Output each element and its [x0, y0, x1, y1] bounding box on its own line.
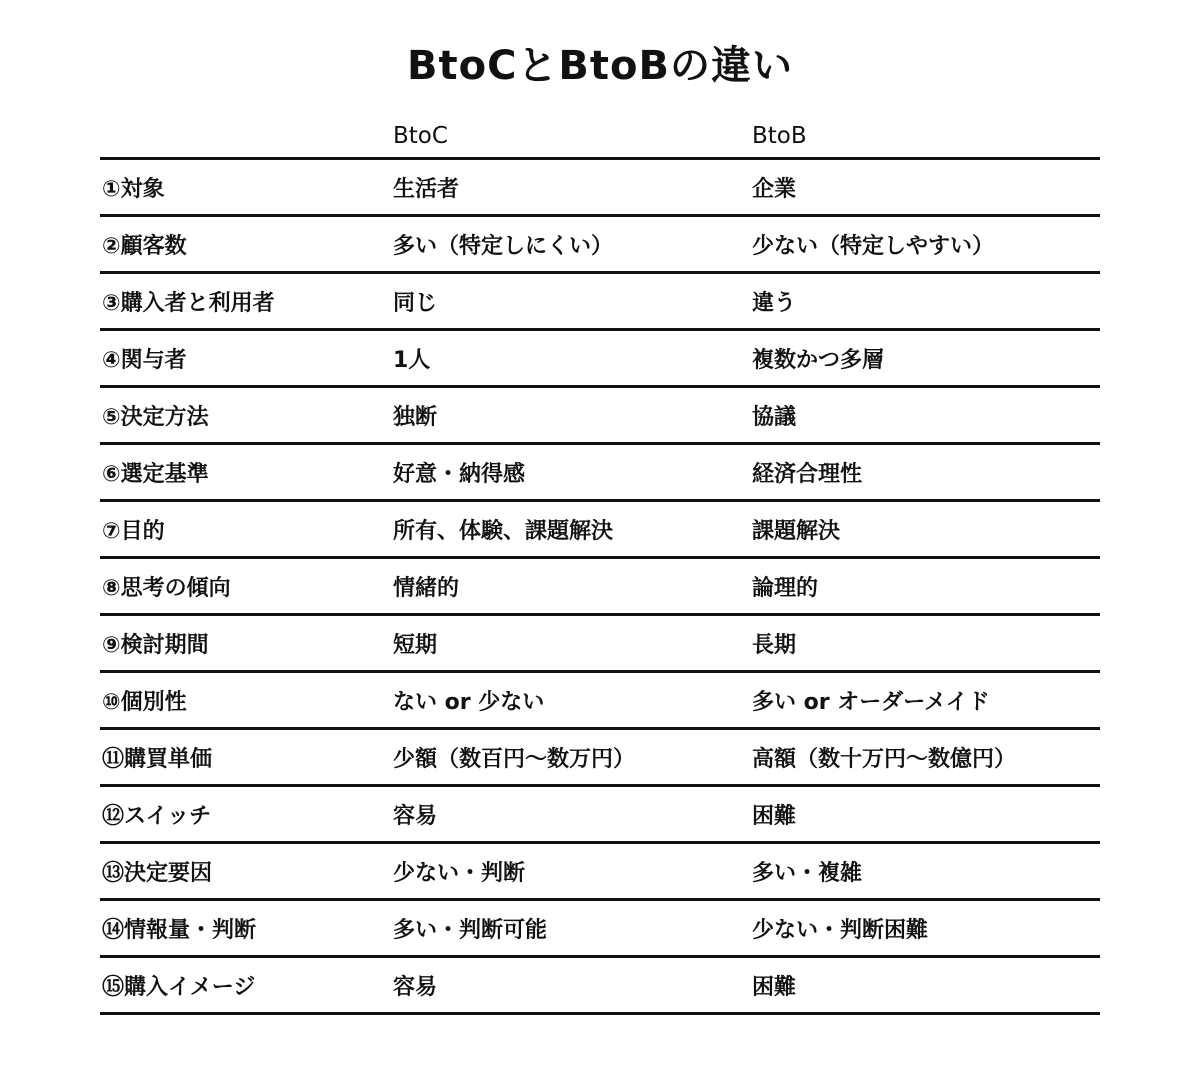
btob-cell: 論理的 — [752, 575, 819, 601]
table-row — [100, 502, 1100, 559]
table-row — [100, 559, 1100, 616]
btoc-cell: 情緒的 — [393, 575, 460, 601]
btoc-cell: 生活者 — [393, 176, 460, 202]
btob-cell: 複数かつ多層 — [752, 347, 885, 373]
table-row — [100, 730, 1100, 787]
table-row — [100, 160, 1100, 217]
btob-cell: 課題解決 — [752, 518, 841, 544]
btob-cell: 多い・複雑 — [752, 860, 863, 886]
btoc-cell: 独断 — [393, 404, 438, 430]
btob-cell: 少ない（特定しやすい） — [752, 233, 995, 259]
btob-cell: 違う — [752, 290, 797, 316]
table-row — [100, 901, 1100, 958]
btoc-cell: 少ない・判断 — [393, 860, 526, 886]
row-label: ⑮購入イメージ — [102, 974, 256, 1000]
btob-cell: 経済合理性 — [752, 461, 863, 487]
row-label: ⑦目的 — [102, 518, 165, 544]
row-label: ⑪購買単価 — [102, 746, 213, 772]
row-label: ①対象 — [102, 176, 165, 202]
table-row — [100, 844, 1100, 901]
btoc-cell: 多い（特定しにくい） — [393, 233, 614, 259]
btoc-cell: 同じ — [393, 290, 438, 316]
row-label: ⑩個別性 — [102, 689, 187, 715]
row-label: ⑭情報量・判断 — [102, 917, 257, 943]
btoc-cell: 容易 — [393, 803, 438, 829]
btoc-cell: 1人 — [393, 347, 431, 373]
btoc-cell: ない or 少ない — [393, 689, 545, 715]
table-row — [100, 217, 1100, 274]
row-label: ⑥選定基準 — [102, 461, 209, 487]
header-btoc-cell: BtoC — [393, 122, 448, 149]
btob-cell: 困難 — [752, 974, 797, 1000]
row-label: ⑧思考の傾向 — [102, 575, 231, 601]
header-btob-cell: BtoB — [752, 122, 807, 149]
row-label: ⑬決定要因 — [102, 860, 213, 886]
row-label: ③購入者と利用者 — [102, 290, 275, 316]
btob-cell: 協議 — [752, 404, 797, 430]
table-row — [100, 616, 1100, 673]
table-row — [100, 445, 1100, 502]
table-row — [100, 331, 1100, 388]
btoc-cell: 少額（数百円〜数万円） — [393, 746, 636, 772]
btoc-cell: 短期 — [393, 632, 438, 658]
btoc-cell: 所有、体験、課題解決 — [393, 518, 614, 544]
page-title: BtoCとBtoBの違い — [406, 43, 794, 89]
table-row — [100, 388, 1100, 445]
row-label: ⑨検討期間 — [102, 632, 209, 658]
btob-cell: 高額（数十万円〜数億円） — [752, 746, 1017, 772]
table-row — [100, 274, 1100, 331]
row-label: ②顧客数 — [102, 233, 187, 259]
btoc-cell: 多い・判断可能 — [393, 917, 548, 943]
btob-cell: 企業 — [752, 176, 797, 202]
table-header-row — [100, 110, 1100, 160]
btob-cell: 少ない・判断困難 — [752, 917, 929, 943]
table-row — [100, 787, 1100, 844]
table-row — [100, 673, 1100, 730]
row-label: ④関与者 — [102, 347, 187, 373]
row-label: ⑤決定方法 — [102, 404, 209, 430]
btob-cell: 長期 — [752, 632, 797, 658]
btob-cell: 多い or オーダーメイド — [752, 689, 990, 715]
btob-cell: 困難 — [752, 803, 797, 829]
comparison-table — [100, 110, 1100, 1015]
btoc-cell: 好意・納得感 — [393, 461, 526, 487]
table-row — [100, 958, 1100, 1015]
row-label: ⑫スイッチ — [102, 803, 212, 829]
btoc-cell: 容易 — [393, 974, 438, 1000]
